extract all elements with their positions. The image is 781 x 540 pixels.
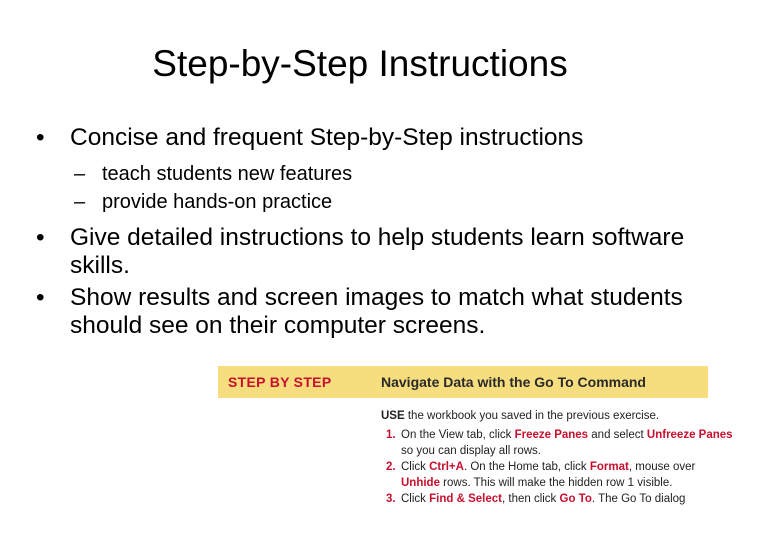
- bullet-item: [36, 124, 706, 152]
- step-keyword: Find & Select: [429, 493, 502, 505]
- step-text: rows. This will make the hidden row 1 visible.: [439, 477, 673, 489]
- step-text: , then click: [501, 493, 560, 505]
- step-text: , mouse over: [628, 461, 696, 473]
- step-text: so you can display all rows.: [401, 445, 541, 457]
- intro-text: the workbook you saved in the previous exercise.: [404, 410, 660, 422]
- dash-icon: –: [74, 163, 86, 185]
- step-text: On the View tab, click: [401, 429, 515, 441]
- step-by-step-tag: STEP BY STEP: [228, 374, 332, 390]
- dash-icon: –: [74, 191, 86, 213]
- bullet-text: Concise and frequent Step-by-Step instructions: [70, 124, 584, 151]
- excerpt-intro: [381, 408, 781, 424]
- step-text: Click: [401, 493, 430, 505]
- excerpt-heading: Navigate Data with the Go To Command: [381, 374, 646, 390]
- sub-bullet-item: [36, 188, 706, 216]
- step-text: and select: [588, 429, 647, 441]
- step-keyword: Unfreeze Panes: [646, 429, 733, 441]
- step-number: 3.: [386, 493, 396, 505]
- step-text: Click: [401, 461, 430, 473]
- step-text: . The Go To dialog: [591, 493, 686, 505]
- bullet-dot-icon: •: [36, 224, 45, 251]
- excerpt-header-band: [218, 366, 708, 398]
- step-line: [401, 459, 781, 475]
- excerpt-step: [381, 459, 781, 491]
- bullet-item: [36, 224, 706, 280]
- step-keyword: Unhide: [401, 477, 440, 489]
- step-keyword: Format: [589, 461, 629, 473]
- step-text: . On the Home tab, click: [463, 461, 590, 473]
- sub-bullet-text: provide hands-on practice: [102, 191, 333, 213]
- use-label: USE: [381, 410, 405, 422]
- sub-bullet-item: [36, 160, 706, 188]
- step-line: [401, 427, 781, 443]
- step-keyword: Freeze Panes: [514, 429, 589, 441]
- bullet-text: Show results and screen images to match what students should see on their computer screens.: [70, 284, 683, 339]
- bullet-dot-icon: •: [36, 124, 45, 151]
- sub-bullet-text: teach students new features: [102, 163, 353, 185]
- step-line: [401, 491, 781, 507]
- step-number: 2.: [386, 461, 396, 473]
- step-keyword: Ctrl+A: [429, 461, 464, 473]
- step-line: [401, 443, 781, 459]
- excerpt-step: [381, 491, 781, 507]
- excerpt-step: [381, 427, 781, 459]
- bullet-dot-icon: •: [36, 284, 45, 311]
- step-line: [401, 475, 781, 491]
- slide-title: Step-by-Step Instructions: [152, 43, 568, 84]
- step-number: 1.: [386, 429, 396, 441]
- bullet-item: [36, 284, 706, 340]
- bullet-text: Give detailed instructions to help students learn software skills.: [70, 224, 685, 279]
- excerpt-body: [381, 408, 781, 507]
- step-keyword: Go To: [559, 493, 592, 505]
- textbook-excerpt-image: [218, 366, 733, 540]
- bullet-list: [36, 124, 706, 340]
